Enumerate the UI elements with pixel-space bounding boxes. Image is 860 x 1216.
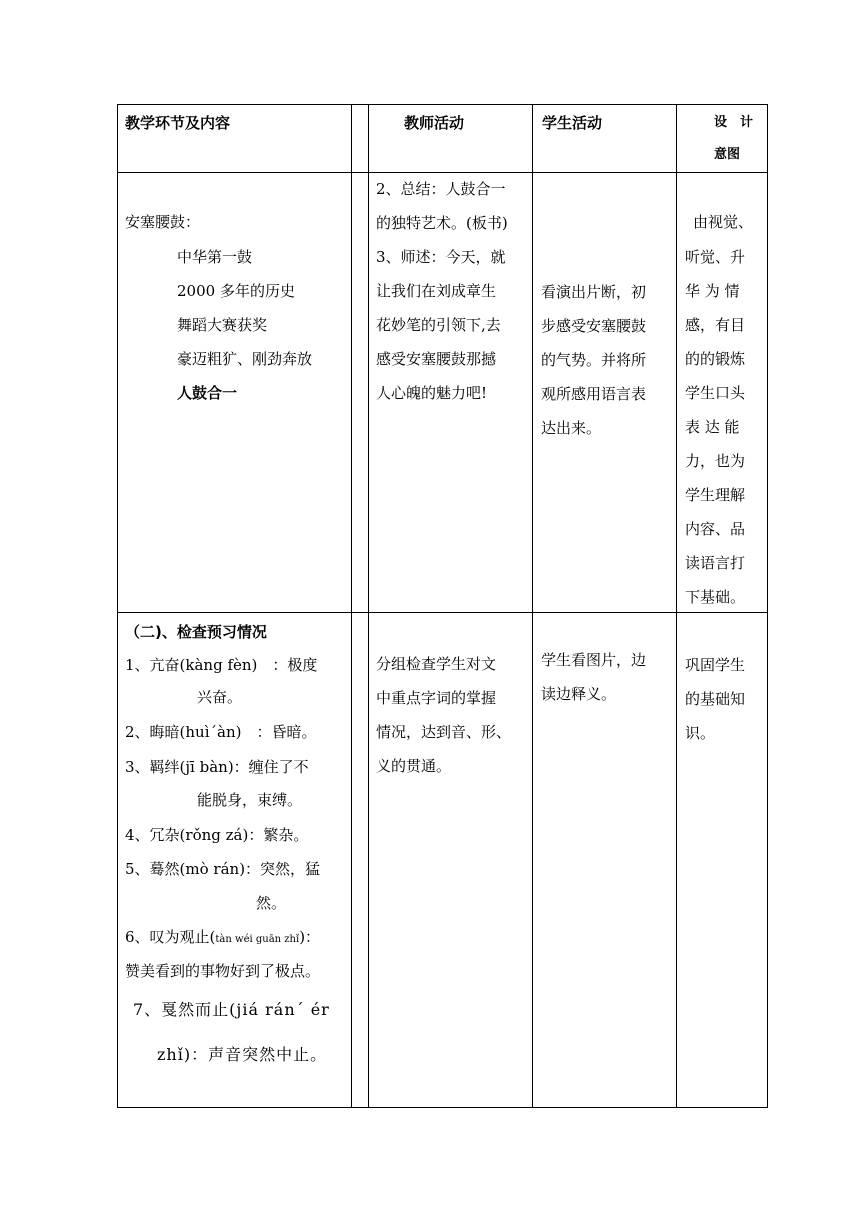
row1-content-1: 中华第一鼓 <box>177 248 253 266</box>
row1-teacher-6: 人心魄的魅力吧! <box>376 384 488 402</box>
col-divider-2 <box>368 104 369 1108</box>
row1-design-0: 由视觉、 <box>693 213 754 231</box>
row2-item-0: 1、亢奋(kàng fèn) ：极度 <box>125 656 318 674</box>
header-teacher: 教师活动 <box>404 114 465 132</box>
row1-design-2: 华 为 情 <box>685 282 740 300</box>
row1-teacher-0: 2、总结：人鼓合一 <box>376 180 506 198</box>
row1-student-2: 的气势。并将所 <box>541 351 647 369</box>
header-student: 学生活动 <box>542 114 603 132</box>
col-divider-4 <box>676 104 677 1108</box>
row2-teacher-3: 义的贯通。 <box>376 757 452 775</box>
row2-item-10: 7、戛然而止(jiá ránˊ ér <box>133 1000 330 1019</box>
row1-teacher-2: 3、师述：今天，就 <box>376 248 506 266</box>
col-divider-3 <box>532 104 533 1108</box>
row1-content-0: 安塞腰鼓： <box>125 213 201 231</box>
row2-title: （二)、检查预习情况 <box>125 623 267 641</box>
row1-student-1: 步感受安塞腰鼓 <box>541 317 647 335</box>
row1-design-8: 学生理解 <box>685 486 746 504</box>
row1-teacher-1: 的独特艺术。(板书) <box>376 214 508 232</box>
row2-item-9: 赞美看到的事物好到了极点。 <box>125 962 321 980</box>
row2-item-7: 然。 <box>256 894 287 912</box>
row1-content-4: 豪迈粗犷、刚劲奔放 <box>177 350 313 368</box>
table-border-top <box>117 104 768 105</box>
row1-content-3: 舞蹈大赛获奖 <box>177 316 268 334</box>
row2-item-3: 3、羁绊(jī bàn)：缠住了不 <box>125 758 309 776</box>
row2-teacher-1: 中重点字词的掌握 <box>376 689 497 707</box>
row1-student-0: 看演出片断，初 <box>541 283 647 301</box>
row1-design-4: 的的锻炼 <box>685 350 746 368</box>
row2-design-1: 的基础知 <box>685 690 746 708</box>
row1-design-3: 感，有目 <box>685 316 746 334</box>
row1-content-2: 2000 多年的历史 <box>177 282 295 300</box>
row2-design-2: 识。 <box>685 724 716 742</box>
header-design-2: 意图 <box>714 147 741 162</box>
row2-item-8-b: )： <box>299 928 321 946</box>
table-border-right <box>767 104 768 1108</box>
table-border-left <box>117 104 118 1108</box>
row1-design-9: 内容、品 <box>685 520 746 538</box>
row2-item-6: 5、蓦然(mò rán)：突然，猛 <box>125 860 321 878</box>
row2-item-8-a: 6、叹为观止( <box>125 928 216 946</box>
row1-design-7: 力，也为 <box>685 452 746 470</box>
col-divider-1 <box>351 104 352 1108</box>
row2-teacher-0: 分组检查学生对文 <box>376 655 497 673</box>
row1-design-6: 表 达 能 <box>685 418 740 436</box>
row2-item-5: 4、冗杂(rǒng zá)：繁杂。 <box>125 826 309 844</box>
row2-item-2: 2、晦暗(huìˊàn) ：昏暗。 <box>125 723 317 741</box>
row1-design-1: 听觉、升 <box>685 248 746 266</box>
row2-teacher-2: 情况，达到音、形、 <box>376 723 512 741</box>
header-content: 教学环节及内容 <box>125 114 231 132</box>
row1-teacher-3: 让我们在刘成章生 <box>376 282 497 300</box>
row1-design-10: 读语言打 <box>685 554 746 572</box>
row2-item-11: zhǐ)：声音突然中止。 <box>157 1045 328 1064</box>
row1-student-4: 达出来。 <box>541 419 602 437</box>
row2-item-8 <box>125 920 320 957</box>
row2-item-1: 兴奋。 <box>197 688 243 706</box>
row1-design-5: 学生口头 <box>685 384 746 402</box>
row1-teacher-5: 感受安塞腰鼓那撼 <box>376 350 497 368</box>
row1-teacher-4: 花妙笔的引领下,去 <box>376 316 501 334</box>
header-design-1: 设 计 <box>714 115 754 130</box>
row2-student-1: 读边释义。 <box>541 685 617 703</box>
row-divider <box>117 612 768 613</box>
row1-design-11: 下基础。 <box>685 588 746 606</box>
row1-student-3: 观所感用语言表 <box>541 385 647 403</box>
row2-design-0: 巩固学生 <box>685 656 746 674</box>
row2-student-0: 学生看图片，边 <box>541 651 647 669</box>
row1-content-5: 人鼓合一 <box>177 384 238 402</box>
table-border-bottom <box>117 1107 768 1108</box>
row2-item-4: 能脱身，束缚。 <box>197 791 303 809</box>
row2-item-8-pinyin: tàn wéi guān zhǐ <box>215 934 300 945</box>
